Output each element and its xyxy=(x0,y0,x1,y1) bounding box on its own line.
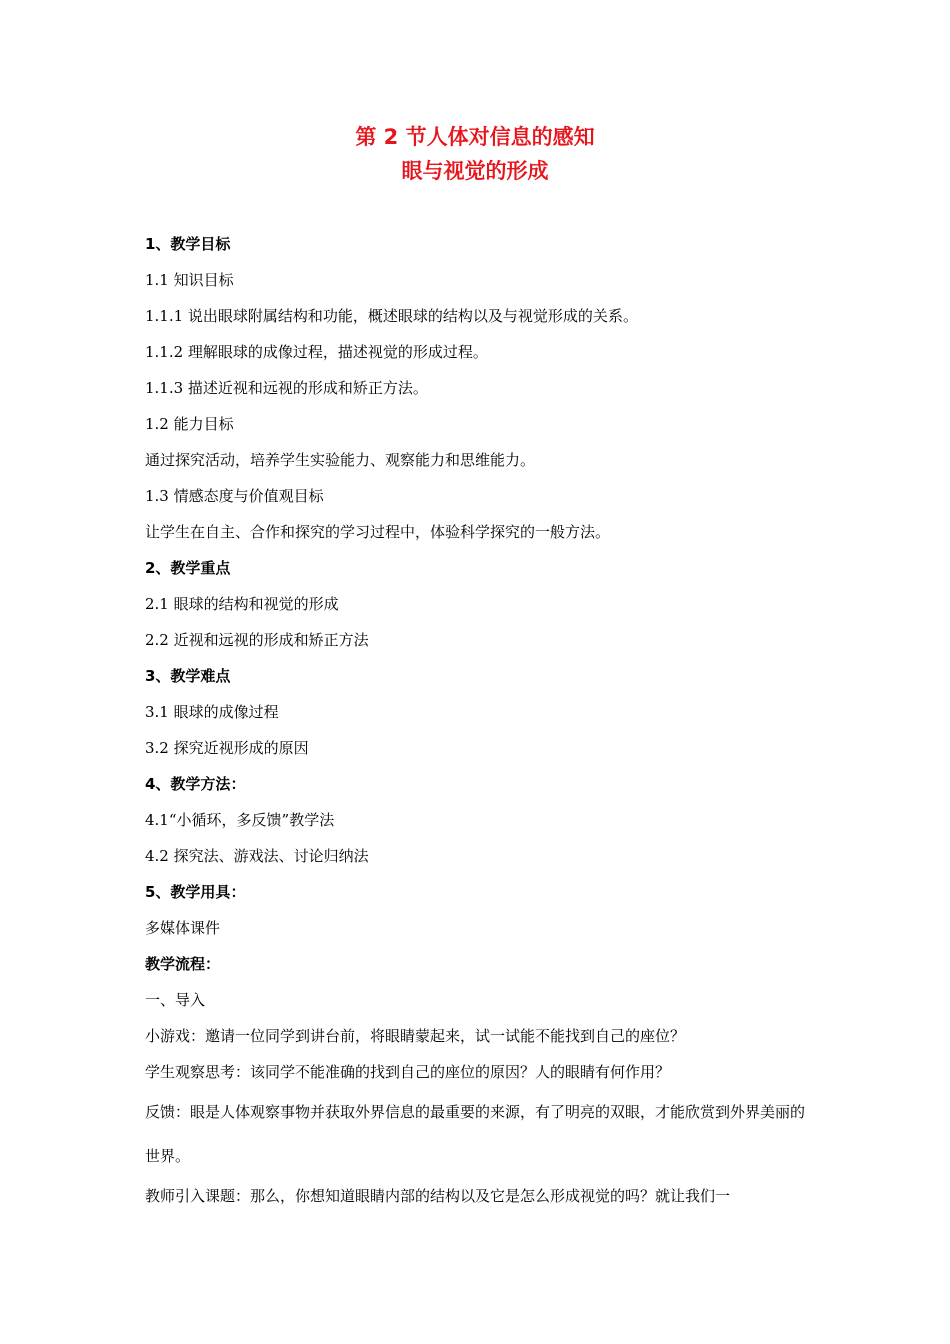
body-line: 让学生在自主、合作和探究的学习过程中，体验科学探究的一般方法。 xyxy=(145,523,611,541)
document-body xyxy=(145,226,810,1214)
body-line: 反馈：眼是人体观察事物并获取外界信息的最重要的来源，有了明亮的双眼，才能欣赏到外界美丽的世界。 xyxy=(145,1103,806,1165)
section-heading: 5、教学用具： xyxy=(145,883,246,901)
body-line: 通过探究活动，培养学生实验能力、观察能力和思维能力。 xyxy=(145,451,536,469)
title-block xyxy=(0,120,950,188)
section-heading: 1、教学目标 xyxy=(145,235,231,253)
body-line: 2.2 近视和远视的形成和矫正方法 xyxy=(145,631,369,649)
document-subtitle: 眼与视觉的形成 xyxy=(401,159,549,183)
section-heading: 3、教学难点 xyxy=(145,667,231,685)
body-line: 1.1 知识目标 xyxy=(145,271,234,289)
body-line: 一、导入 xyxy=(145,991,206,1009)
body-line: 学生观察思考：该同学不能准确的找到自己的座位的原因？人的眼睛有何作用？ xyxy=(145,1063,671,1081)
body-line: 4.2 探究法、游戏法、讨论归纳法 xyxy=(145,847,369,865)
body-line: 1.1.2 理解眼球的成像过程，描述视觉的形成过程。 xyxy=(145,343,488,361)
document-title: 第 2 节人体对信息的感知 xyxy=(355,125,595,149)
body-line: 教师引入课题：那么，你想知道眼睛内部的结构以及它是怎么形成视觉的吗？就让我们一 xyxy=(145,1187,731,1205)
section-heading: 2、教学重点 xyxy=(145,559,231,577)
body-line: 多媒体课件 xyxy=(145,919,221,937)
section-heading: 4、教学方法： xyxy=(145,775,246,793)
body-line: 1.1.3 描述近视和远视的形成和矫正方法。 xyxy=(145,379,428,397)
body-line: 4.1“小循环，多反馈”教学法 xyxy=(145,811,335,829)
section-heading: 教学流程： xyxy=(145,955,221,973)
body-line: 2.1 眼球的结构和视觉的形成 xyxy=(145,595,339,613)
body-line: 小游戏：邀请一位同学到讲台前，将眼睛蒙起来，试一试能不能找到自己的座位？ xyxy=(145,1027,686,1045)
body-line: 1.2 能力目标 xyxy=(145,415,234,433)
body-line: 3.2 探究近视形成的原因 xyxy=(145,739,309,757)
body-line: 1.1.1 说出眼球附属结构和功能，概述眼球的结构以及与视觉形成的关系。 xyxy=(145,307,638,325)
body-line: 1.3 情感态度与价值观目标 xyxy=(145,487,324,505)
body-line: 3.1 眼球的成像过程 xyxy=(145,703,279,721)
